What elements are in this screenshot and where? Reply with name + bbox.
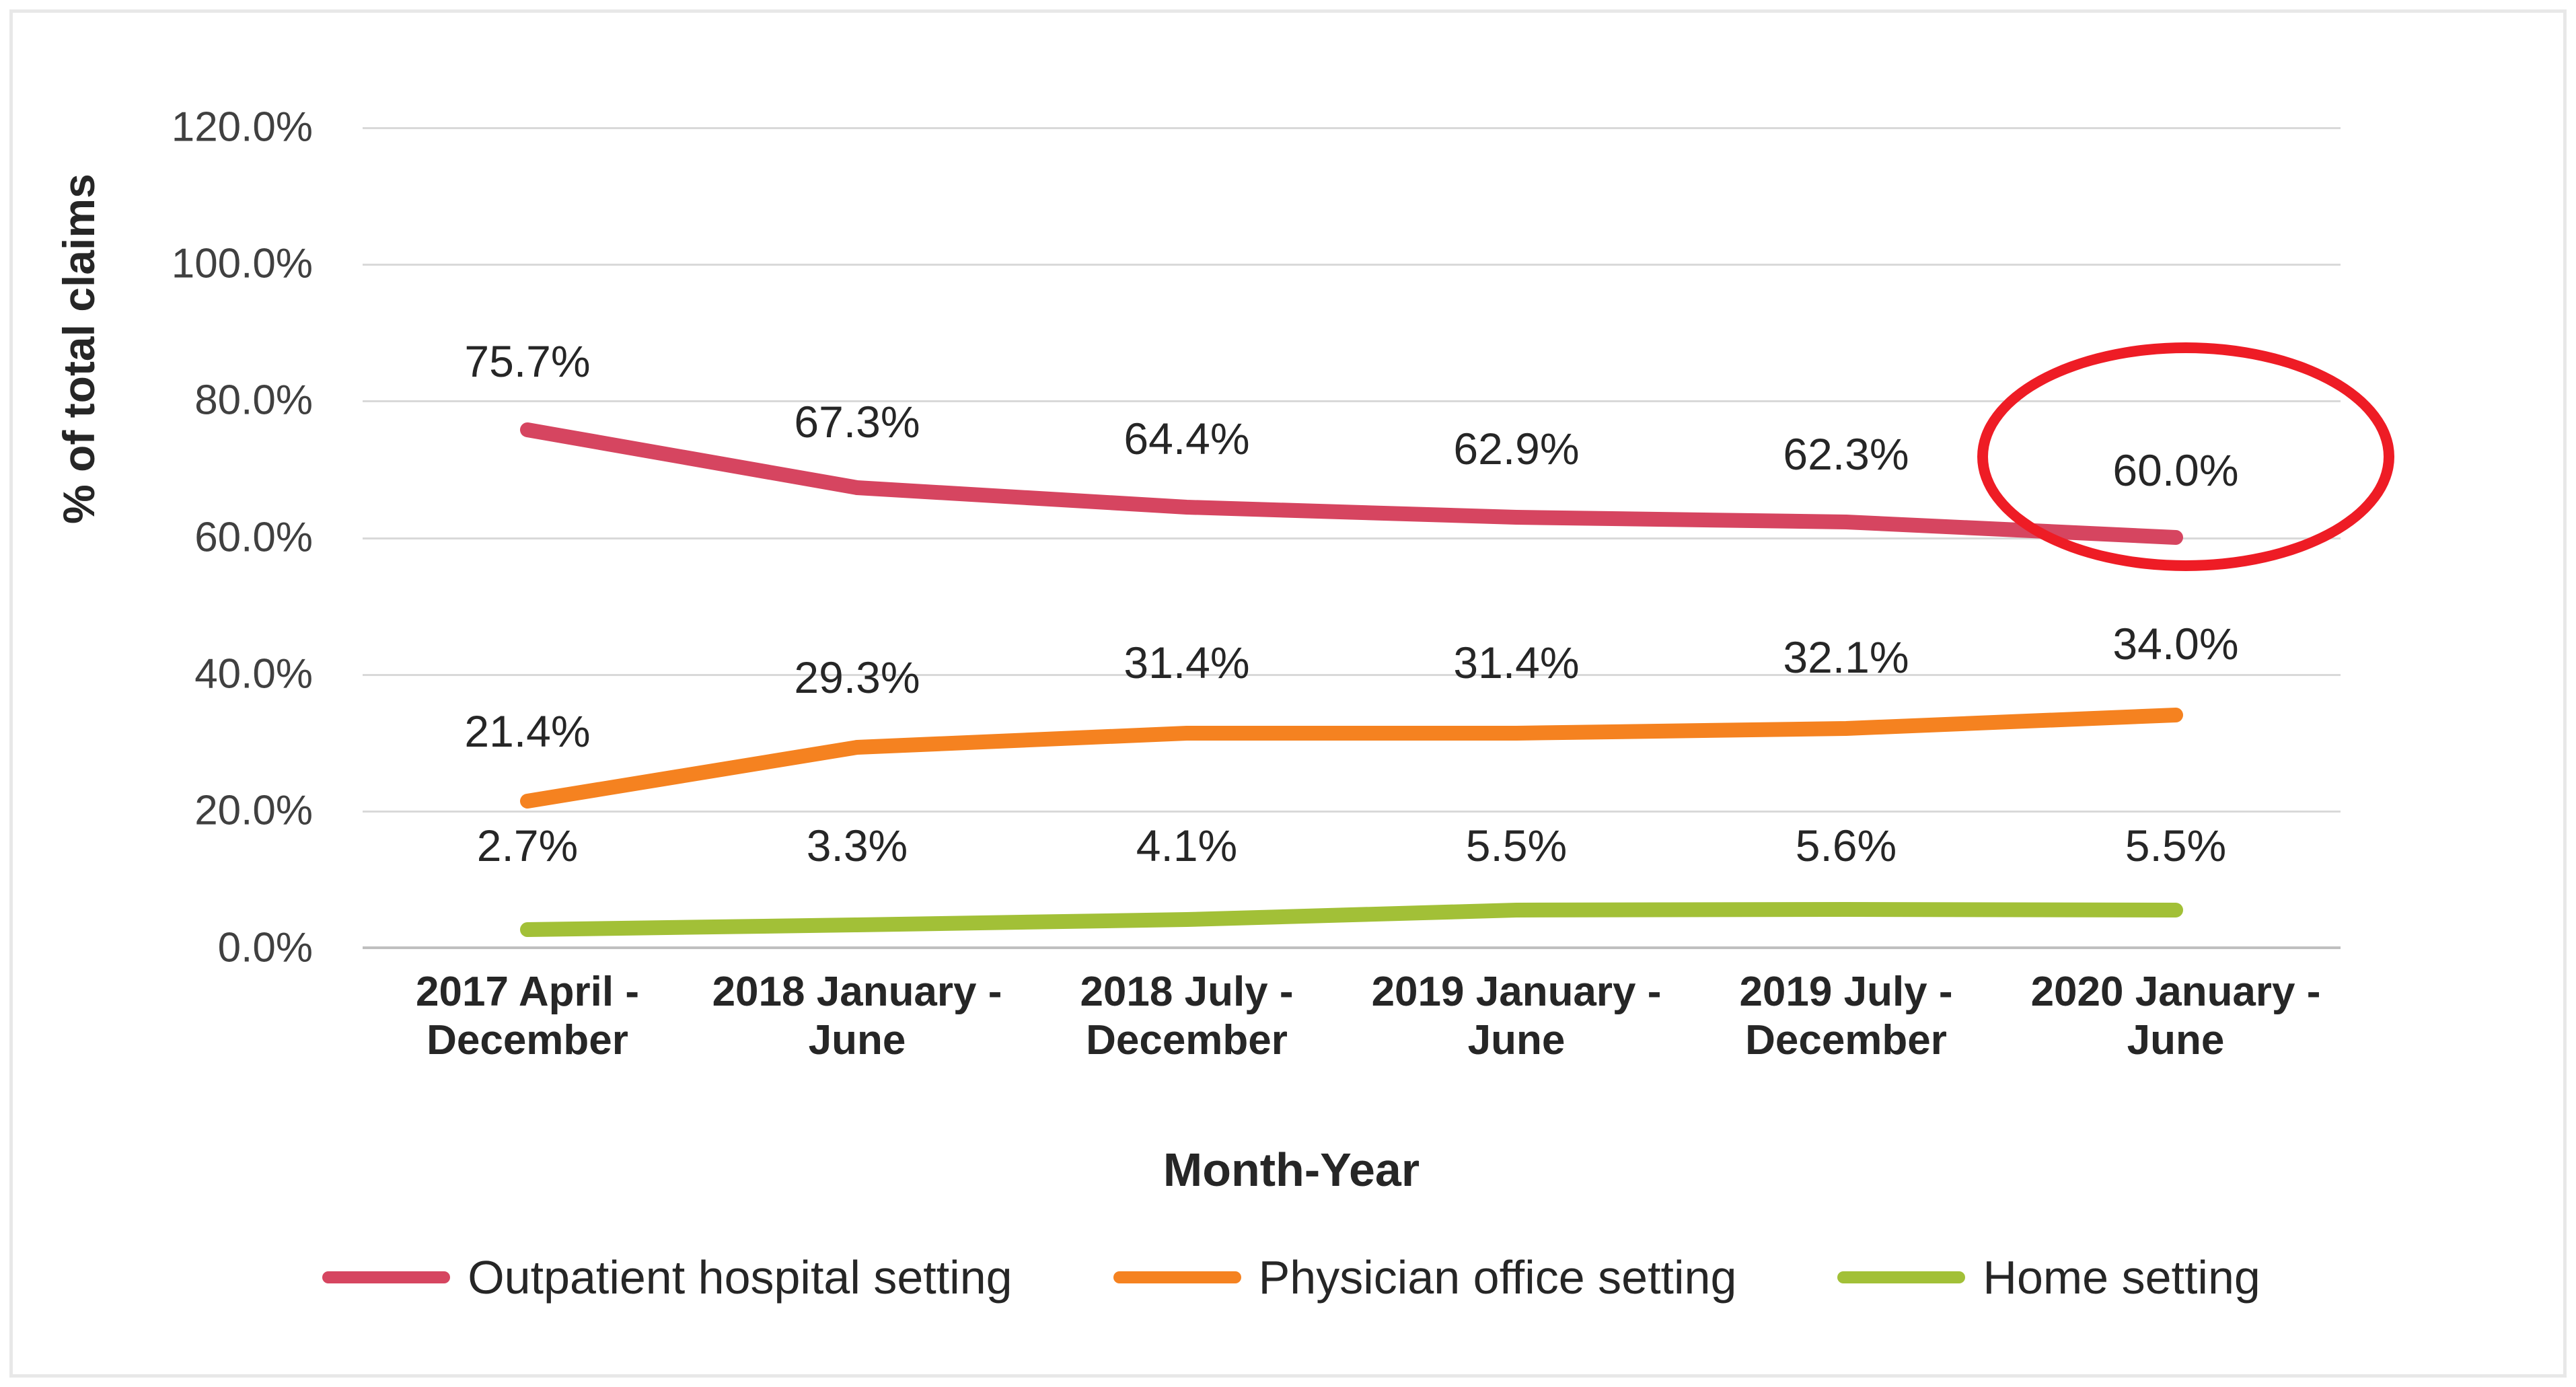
legend-label-outpatient: Outpatient hospital setting: [468, 1251, 1013, 1304]
legend-swatch-icon-physician: [1113, 1271, 1241, 1283]
data-label-outpatient-1: 67.3%: [794, 397, 920, 447]
x-axis-title: Month-Year: [1163, 1144, 1420, 1196]
y-tick-label-120: 120.0%: [171, 104, 313, 151]
data-label-home-3: 5.5%: [1465, 821, 1568, 870]
data-label-outpatient-3: 62.9%: [1453, 424, 1580, 474]
x-tick-label-4: 2019 July - December: [1739, 969, 1953, 1063]
x-tick-label-3: 2019 January - June: [1371, 969, 1662, 1063]
legend-label-physician: Physician office setting: [1258, 1251, 1737, 1304]
data-label-physician-2: 31.4%: [1124, 638, 1250, 687]
data-label-physician-5: 34.0%: [2112, 619, 2239, 669]
plot-area: [363, 127, 2341, 948]
data-label-physician-1: 29.3%: [794, 652, 920, 702]
y-tick-label-100: 100.0%: [171, 240, 313, 287]
data-label-physician-3: 31.4%: [1453, 638, 1580, 687]
legend-item-physician-office-setting: [1113, 1250, 1737, 1304]
data-label-physician-4: 32.1%: [1783, 632, 1909, 682]
data-label-outpatient-5: 60.0%: [2112, 445, 2239, 495]
x-tick-label-5: 2020 January - June: [2030, 969, 2321, 1063]
chart-frame: [9, 9, 2567, 1378]
x-tick-label-1: 2018 January - June: [712, 969, 1002, 1063]
legend-item-outpatient-hospital-setting: [322, 1250, 1012, 1304]
data-label-outpatient-0: 75.7%: [464, 336, 591, 386]
legend-swatch-icon-home: [1837, 1271, 1965, 1283]
series-line-physician-office-setting: [527, 715, 2176, 801]
y-tick-label-40: 40.0%: [194, 650, 313, 698]
y-tick-label-80: 80.0%: [194, 377, 313, 424]
legend-item-home-setting: [1837, 1250, 2260, 1304]
data-label-home-2: 4.1%: [1136, 821, 1238, 870]
legend-swatch-icon-outpatient: [322, 1271, 450, 1283]
data-label-home-5: 5.5%: [2125, 821, 2227, 870]
series-line-home-setting: [527, 909, 2176, 930]
data-label-home-1: 3.3%: [806, 821, 908, 870]
data-label-home-0: 2.7%: [476, 821, 579, 870]
data-label-physician-0: 21.4%: [464, 706, 591, 756]
y-axis-title: % of total claims: [54, 174, 104, 524]
x-tick-label-2: 2018 July - December: [1080, 969, 1294, 1063]
legend-label-home: Home setting: [1983, 1251, 2260, 1304]
data-label-outpatient-4: 62.3%: [1783, 429, 1909, 479]
y-tick-label-0: 0.0%: [217, 924, 313, 971]
data-label-home-4: 5.6%: [1795, 821, 1897, 870]
y-tick-label-20: 20.0%: [194, 787, 313, 834]
x-tick-label-0: 2017 April - December: [416, 969, 639, 1063]
y-tick-label-60: 60.0%: [194, 514, 313, 561]
data-label-outpatient-2: 64.4%: [1124, 414, 1250, 463]
chart-legend: [13, 1250, 2570, 1304]
